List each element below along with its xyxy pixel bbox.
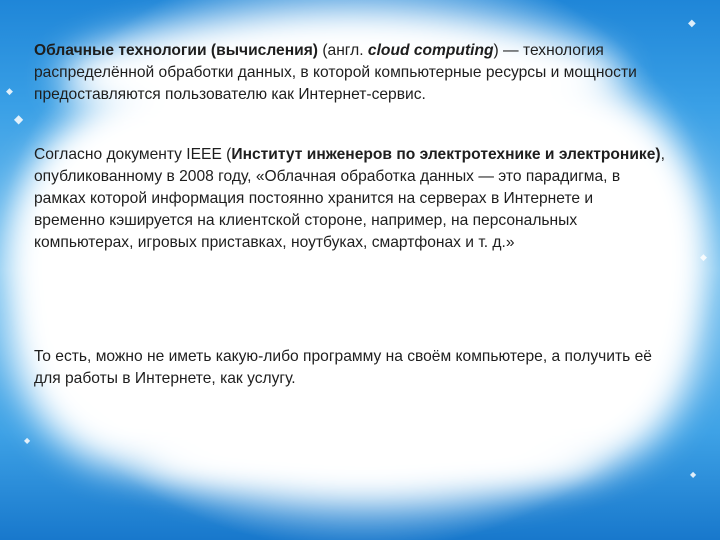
background-glow [140, 410, 600, 500]
snowflake-icon: ◆ [6, 86, 13, 96]
snowflake-icon: ◆ [690, 470, 697, 479]
term-cloud-technologies: Облачные технологии (вычисления) [34, 42, 318, 59]
ieee-quote: , опубликованному в 2008 году, «Облачная обработка данных — это парадигма, в рамках которой информация постоянно хранится на серверах в Интернете и временно кэшируется на клиентской стороне, например, на персональных компьютерах, игровых приставках, ноутбуках, смартфонах и т. д.» [34, 146, 665, 251]
definition-text: ) — технология распределённой обработки данных, в которой компьютерные ресурсы и мощности предоставляются пользователю как Интернет-сервис. [34, 42, 637, 103]
snowflake-icon: ◆ [700, 252, 707, 262]
english-term: cloud computing [367, 42, 494, 59]
ieee-org-name: Институт инженеров по электротехнике и электронике) [231, 146, 661, 163]
ieee-paragraph [34, 144, 666, 254]
snowflake-icon: ◆ [688, 18, 696, 29]
summary-text: То есть, можно не иметь какую-либо программу на своём компьютере, а получить её для работы в Интернете, как услугу. [34, 348, 652, 387]
snowflake-icon: ◆ [14, 112, 24, 126]
english-prefix: (англ. [318, 42, 368, 59]
definition-paragraph [34, 40, 694, 106]
summary-paragraph [34, 346, 666, 390]
snowflake-icon: ◆ [24, 436, 31, 445]
ieee-lead: Согласно документу IEEE ( [34, 146, 232, 163]
